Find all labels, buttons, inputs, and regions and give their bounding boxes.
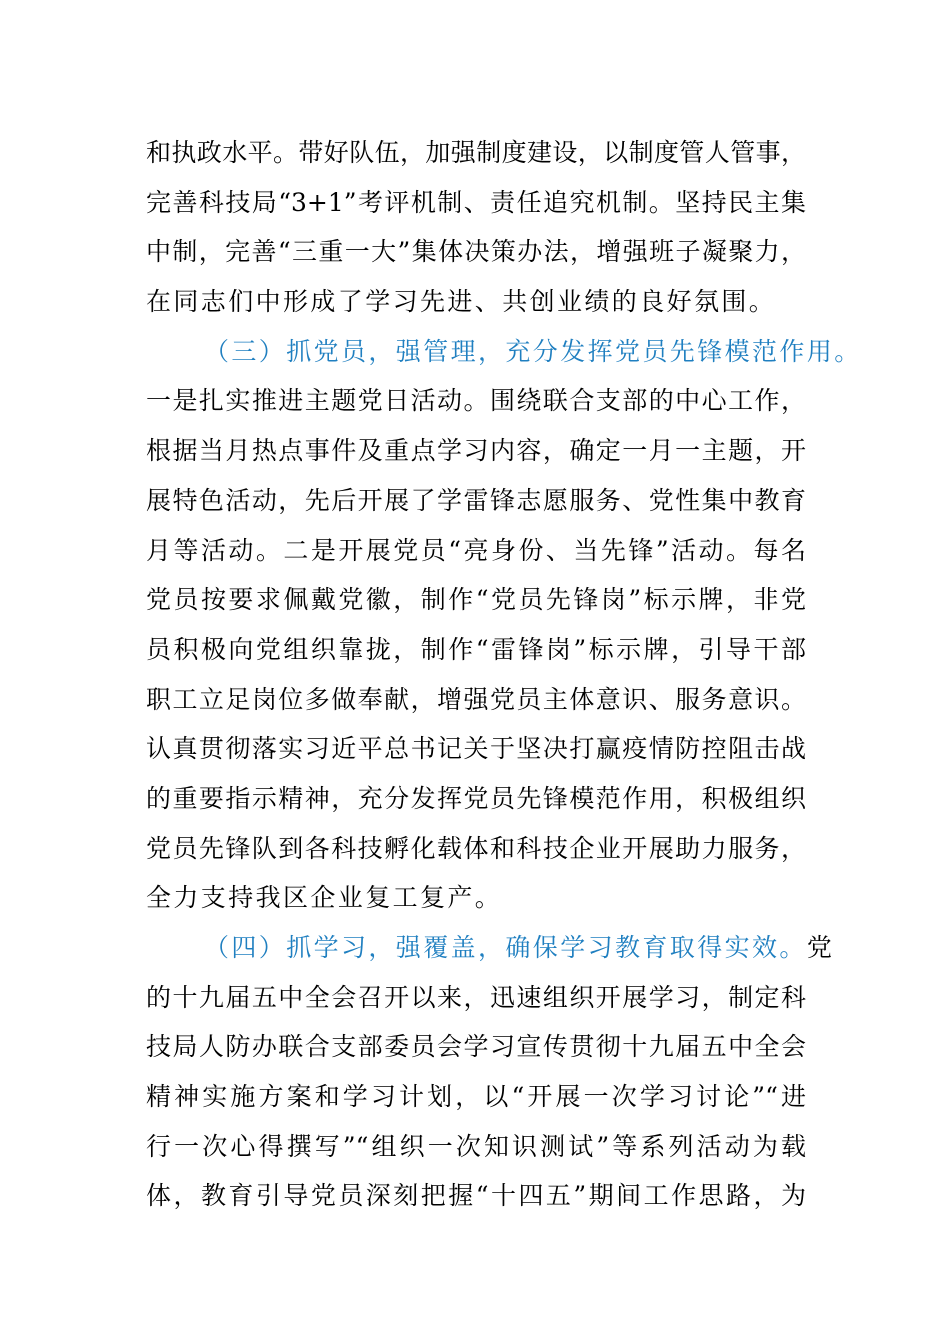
paragraph-line: 和执政水平。带好队伍，加强制度建设，以制度管人管事， xyxy=(146,138,806,167)
section-4-heading: （四）抓学习，强覆盖，确保学习教育取得实效。 xyxy=(204,933,807,962)
paragraph-line: 全力支持我区企业复工复产。 xyxy=(146,883,503,913)
paragraph-line: 一是扎实推进主题党日活动。围绕联合支部的中心工作， xyxy=(146,386,806,416)
paragraph-line: 完善科技局“3+1”考评机制、责任追究机制。坚持民主集 xyxy=(146,187,806,217)
section-3-heading-line xyxy=(146,327,862,377)
paragraph-line: 员积极向党组织靠拢，制作“雷锋岗”标示牌，引导干部 xyxy=(146,634,806,664)
paragraph-line: 精神实施方案和学习计划，以“开展一次学习讨论”“进 xyxy=(146,1082,806,1112)
section-3-heading: （三）抓党员，强管理，充分发挥党员先锋模范作用。 xyxy=(204,336,862,366)
paragraph-line: 月等活动。二是开展党员“亮身份、当先锋”活动。每名 xyxy=(146,535,806,565)
paragraph-line: 职工立足岗位多做奉献，增强党员主体意识、服务意识。 xyxy=(146,684,806,714)
paragraph-line: 认真贯彻落实习近平总书记关于坚决打赢疫情防控阻击战 xyxy=(146,734,806,764)
paragraph-line: 根据当月热点事件及重点学习内容，确定一月一主题，开 xyxy=(146,436,806,466)
paragraph-line: 党员按要求佩戴党徽，制作“党员先锋岗”标示牌，非党 xyxy=(146,585,806,615)
paragraph-line: 体，教育引导党员深刻把握“十四五”期间工作思路，为 xyxy=(146,1181,806,1211)
paragraph-line: 在同志们中形成了学习先进、共创业绩的良好氛围。 xyxy=(146,287,777,317)
section-4-heading-line xyxy=(146,923,835,973)
document-body xyxy=(146,128,862,1221)
paragraph-line: 技局人防办联合支部委员会学习宣传贯彻十九届五中全会 xyxy=(146,1032,806,1062)
paragraph-line: 中制，完善“三重一大”集体决策办法，增强班子凝聚力， xyxy=(146,237,806,267)
paragraph-line: 行一次心得撰写”“组织一次知识测试”等系列活动为载 xyxy=(146,1131,806,1161)
paragraph-line: 党员先锋队到各科技孵化载体和科技企业开展助力服务， xyxy=(146,833,806,863)
section-4-text-start: 党 xyxy=(806,933,835,962)
paragraph-line: 的重要指示精神，充分发挥党员先锋模范作用，积极组织 xyxy=(146,783,806,813)
paragraph-line: 的十九届五中全会召开以来，迅速组织开展学习，制定科 xyxy=(146,982,806,1012)
paragraph-line: 展特色活动，先后开展了学雷锋志愿服务、党性集中教育 xyxy=(146,485,806,515)
